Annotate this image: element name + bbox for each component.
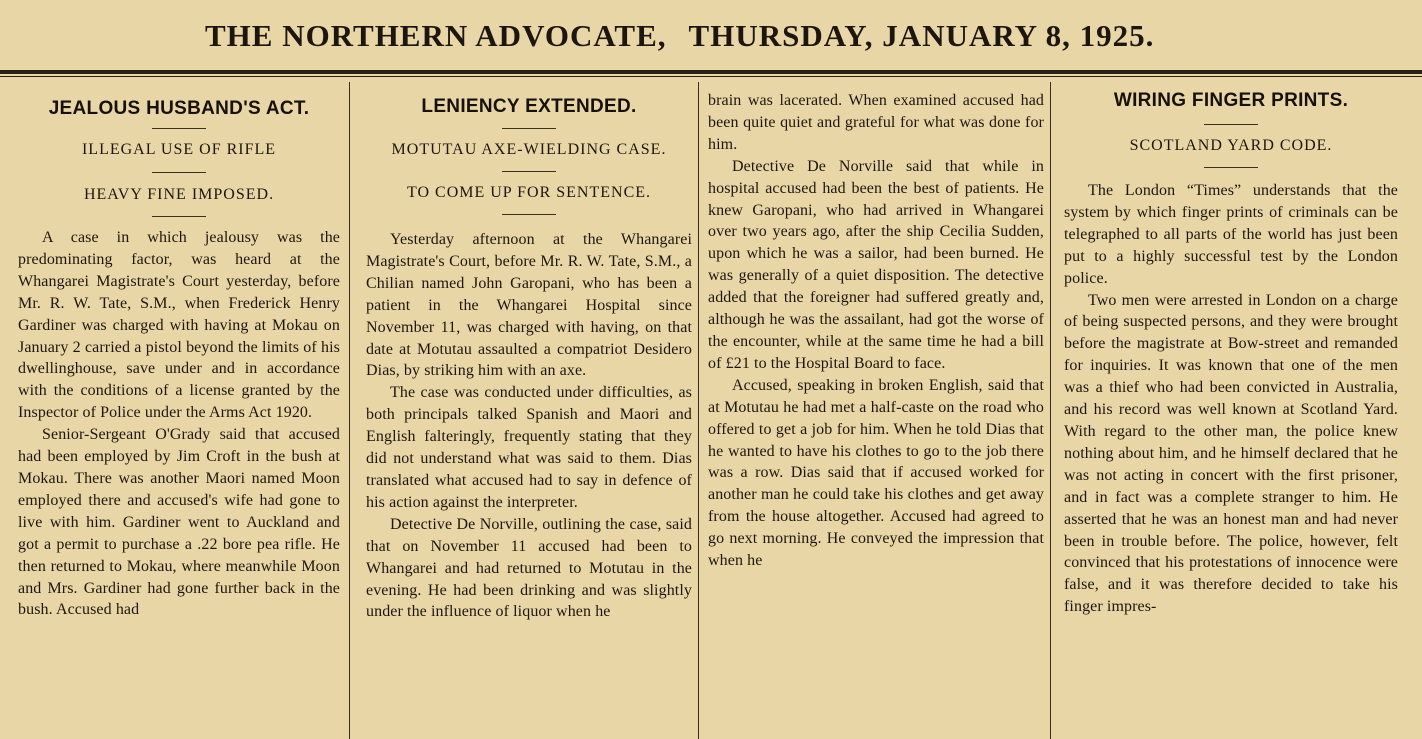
divider-rule — [152, 128, 206, 129]
masthead-rule-thin — [0, 76, 1422, 77]
divider-rule — [1204, 167, 1258, 168]
article-paragraph: The case was conducted under difficulties, as both principals talked Spanish and Maori and English falteringly, frequently stating that they did not understand what was said to them. Dias translated what accused had to say in defence of his action against the interpreter. — [366, 384, 692, 511]
article-paragraph: Yesterday afternoon at the Whangarei Magistrate's Court, before Mr. R. W. Tate, S.M., a Chilian named John Garopani, who has been a patient in the Whangarei Hospital since November 11, was charged with having, on that date at Motutau assaulted a compatriot Desidero Dias, by striking him with an axe. — [366, 231, 692, 380]
masthead-rule — [0, 70, 1422, 74]
article-body — [708, 90, 1044, 572]
divider-rule — [502, 214, 556, 215]
column-divider — [349, 82, 350, 739]
article-headline: JEALOUS HUSBAND'S ACT. — [48, 98, 310, 119]
article-paragraph: A case in which jealousy was the predominating factor, was heard at the Whangarei Magistrate's Court yesterday, before Mr. R. W. Tate, S.M., when Frederick Henry Gardiner was charged with having at Mokau on January 2 carried a pistol beyond the limits of his dwellinghouse, save under and in accordance with the conditions of a license granted by the Inspector of Police under the Arms Act 1920. — [18, 229, 340, 422]
divider-rule — [502, 171, 556, 172]
article-subhead: MOTUTAU AXE-WIELDING CASE. — [391, 141, 667, 158]
article-headline: WIRING FINGER PRINTS. — [1113, 90, 1349, 111]
article-paragraph: Two men were arrested in London on a charge of being suspected persons, and they were brought before the magistrate at Bow-street and remanded for inquiries. It was known that one of the men was a thief who had been convicted in Australia, and his record was well known at Scotland Yard. With regard to the other man, the police knew nothing about him, and he himself declared that he was not acting in concert with the first prisoner, and in fact was a complete stranger to him. He asserted that he was an honest man and had never been in trouble before. The police, however, felt convinced that his protestations of innocence were false, and it was therefore decided to take his finger impres- — [1064, 291, 1398, 616]
article-subhead: TO COME UP FOR SENTENCE. — [406, 184, 652, 201]
column-divider — [698, 82, 699, 739]
article-paragraph: brain was lacerated. When examined accused had been quite quiet and grateful for what was done for him. — [708, 92, 1044, 153]
article-headline: LENIENCY EXTENDED. — [421, 96, 637, 117]
article-paragraph: Detective De Norville, outlining the case, said that on November 11 accused had been to Whangarei and had returned to Motutau in the evening. He had been drinking and was slightly under the influence of liquor when he — [366, 515, 692, 621]
article-body — [1064, 180, 1398, 618]
article-subhead: ILLEGAL USE OF RIFLE — [81, 141, 277, 158]
article-body — [366, 229, 692, 623]
article-leniency-continued — [702, 82, 1050, 739]
article-subhead: HEAVY FINE IMPOSED. — [83, 186, 275, 203]
divider-rule — [502, 128, 556, 129]
article-paragraph: The London “Times” understands that the system by which finger prints of criminals can be telegraphed to all parts of the world has just been put to a highly successful test by the London police. — [1064, 182, 1398, 287]
issue-date: THURSDAY, JANUARY 8, 1925. — [688, 18, 1155, 53]
column-divider — [1050, 82, 1051, 739]
article-subhead: SCOTLAND YARD CODE. — [1129, 137, 1333, 154]
article-paragraph: Senior-Sergeant O'Grady said that accused had been employed by Jim Croft in the bush at Mokau. There was another Maori named Moon employed there and accused's wife had gone to live with him. Gardiner went to Auckland and got a permit to purchase a .22 bore pea rifle. He then returned to Mokau, where meanwhile Moon and Mrs. Gardiner had gone further back in the bush. Accused had — [18, 426, 340, 619]
masthead — [0, 0, 1422, 78]
article-body — [18, 227, 340, 621]
article-leniency-extended — [352, 82, 698, 739]
article-paragraph: Accused, speaking in broken English, said that at Motutau he had met a half-caste on the road who offered to get a job for him. When he told Dias that he wanted to have his clothes to go to the job there was a row. Dias said that if accused worked for another man he could take his clothes and get away from the house altogether. Accused had agreed to go next morning. He conveyed the impression that when he — [708, 376, 1044, 570]
divider-rule — [1204, 124, 1258, 125]
article-jealous-husband — [8, 82, 346, 739]
newspaper-title: THE NORTHERN ADVOCATE, — [205, 18, 667, 53]
divider-rule — [152, 172, 206, 173]
divider-rule — [152, 216, 206, 217]
article-wiring-finger-prints — [1054, 82, 1404, 739]
article-paragraph: Detective De Norville said that while in hospital accused had been the best of patients. He knew Garopani, who had arrived in Whangarei over two years ago, after the ship Cecilia Sudden, upon which he was a sailor, had been burned. He was generally of a quiet disposition. The detective added that the foreigner had suffered greatly and, although he was the assailant, had got the worse of the encounter, while at the same time he had a bill of £21 to the Hospital Board to face. — [708, 157, 1044, 372]
